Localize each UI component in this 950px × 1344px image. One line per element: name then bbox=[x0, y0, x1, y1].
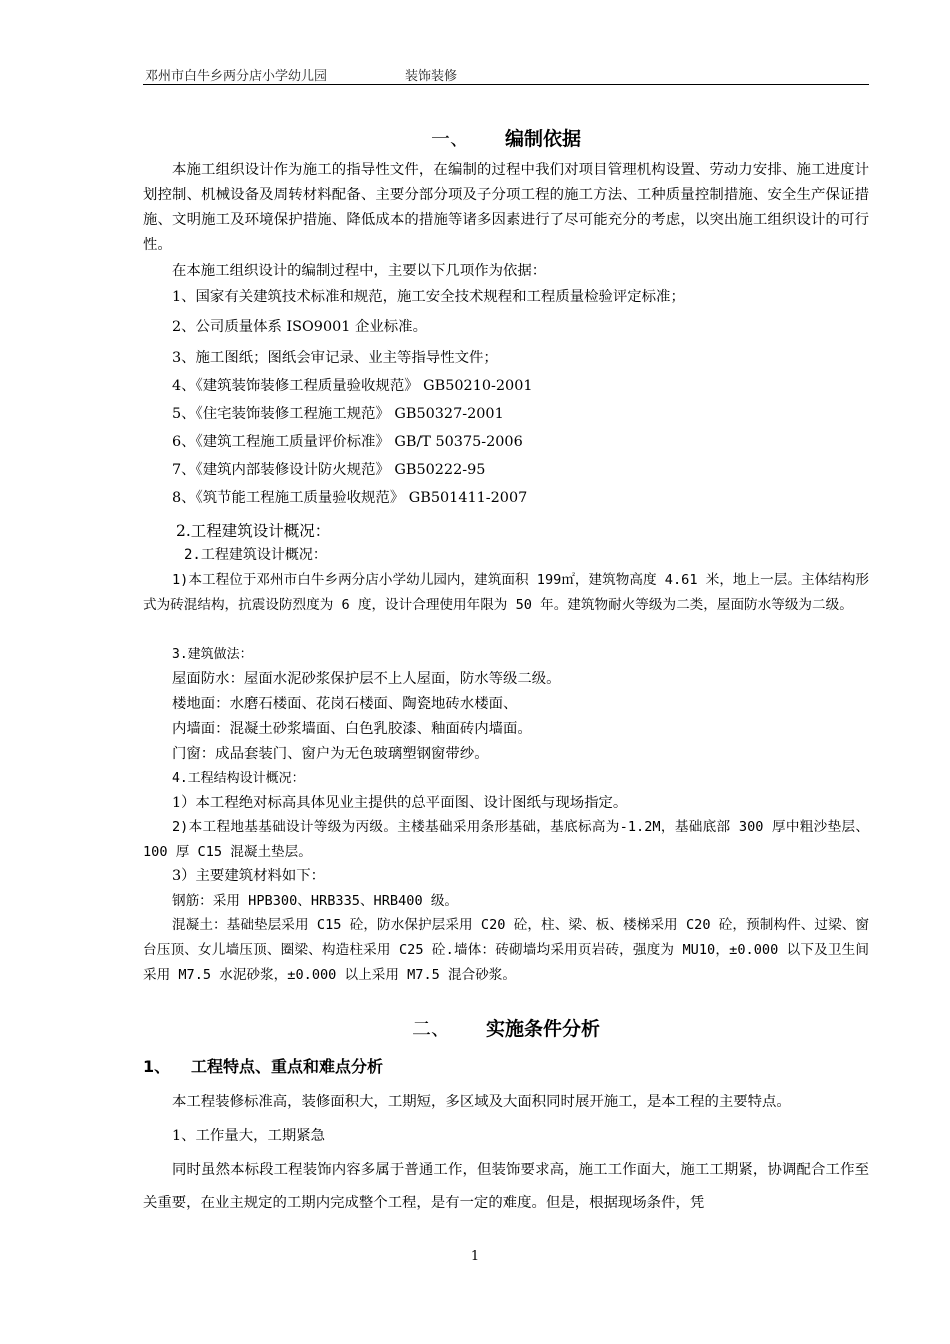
basis-item: 7、《建筑内部装修设计防火规范》 GB50222-95 bbox=[172, 462, 486, 478]
overview-subheading: 2.工程建筑设计概况： bbox=[184, 547, 327, 563]
basis-item: 6、《建筑工程施工质量评价标准》 GB/T 50375-2006 bbox=[172, 434, 523, 450]
practice-item: 屋面防水：屋面水泥砂浆保护层不上人屋面，防水等级二级。 bbox=[172, 671, 561, 687]
practice-item: 内墙面：混凝土砂浆墙面、白色乳胶漆、釉面砖内墙面。 bbox=[172, 721, 532, 737]
structure-item: 1）本工程绝对标高具体见业主提供的总平面图、设计图纸与现场指定。 bbox=[172, 795, 628, 811]
subsection-heading bbox=[143, 1054, 383, 1077]
practice-item: 门窗：成品套装门、窗户为无色玻璃塑钢窗带纱。 bbox=[172, 746, 489, 762]
basis-item: 2、公司质量体系 ISO9001 企业标准。 bbox=[172, 319, 427, 335]
materials-rebar: 钢筋：采用 HPB300、HRB335、HRB400 级。 bbox=[172, 893, 459, 909]
feature-item: 1、工作量大，工期紧急 bbox=[172, 1128, 326, 1144]
header-topic: 装饰装修 bbox=[405, 69, 458, 84]
structure-heading: 4.工程结构设计概况： bbox=[172, 771, 305, 786]
basis-item: 3、施工图纸；图纸会审记录、业主等指导性文件； bbox=[172, 350, 498, 366]
basis-item: 4、《建筑装饰装修工程质量验收规范》 GB50210-2001 bbox=[172, 378, 533, 394]
section1-title: 编制依据 bbox=[505, 128, 582, 150]
subsection-number: 1、 bbox=[143, 1057, 171, 1076]
materials-concrete: 混凝土：基础垫层采用 C15 砼，防水保护层采用 C20 砼，柱、梁、板、楼梯采用 C20 砼，预制构件、过梁、窗台压顶、女儿墙压顶、圈梁、构造柱采用 C25 砼.墙体：砖砌墙均采用页岩砖，强度为 MU10，±0.000 以下及卫生间采用 M7.5 水泥砂浆，±0.000 以上采用 M7.5 混合砂浆。 bbox=[143, 917, 869, 983]
section1-intro-paragraph: 本施工组织设计作为施工的指导性文件，在编制的过程中我们对项目管理机构设置、劳动力安排、施工进度计划控制、机械设备及周转材料配备、主要分部分项及子分项工程的施工方法、工种质量控制措施、安全生产保证措施、文明施工及环境保护措施、降低成本的措施等诸多因素进行了尽可能充分的考虑，以突出施工组织设计的可行性。 bbox=[143, 162, 869, 253]
overview-heading: 2.工程建筑设计概况： bbox=[176, 522, 331, 540]
materials-heading: 3）主要建筑材料如下： bbox=[172, 868, 326, 884]
header-organization: 邓州市白牛乡两分店小学幼儿园 bbox=[145, 69, 328, 84]
practice-heading: 3.建筑做法： bbox=[172, 647, 253, 662]
section2-title: 实施条件分析 bbox=[486, 1018, 601, 1040]
section1-number: 一、 bbox=[430, 128, 469, 150]
page-header bbox=[143, 64, 869, 85]
practice-item: 楼地面：水磨石楼面、花岗石楼面、陶瓷地砖水楼面、 bbox=[172, 696, 518, 712]
section2-heading bbox=[143, 1014, 869, 1041]
subsection-title: 工程特点、重点和难点分析 bbox=[191, 1057, 384, 1076]
section2-number: 二、 bbox=[411, 1018, 450, 1040]
overview-paragraph: 1)本工程位于邓州市白牛乡两分店小学幼儿园内，建筑面积 199㎡，建筑物高度 4.61 米，地上一层。主体结构形式为砖混结构，抗震设防烈度为 6 度，设计合理使用年限为 50 年。建筑物耐火等级为二类，屋面防水等级为二级。 bbox=[143, 572, 869, 613]
structure-paragraph: 2)本工程地基基础设计等级为丙级。主楼基础采用条形基础，基底标高为-1.2M，基础底部 300 厚中粗沙垫层、100 厚 C15 混凝土垫层。 bbox=[143, 819, 869, 860]
basis-item: 8、《筑节能工程施工质量验收规范》 GB501411-2007 bbox=[172, 490, 528, 506]
basis-item: 5、《住宅装饰装修工程施工规范》 GB50327-2001 bbox=[172, 406, 504, 422]
page-number: 1 bbox=[470, 1249, 480, 1264]
features-paragraph: 本工程装修标准高，装修面积大，工期短，多区域及大面积同时展开施工，是本工程的主要特点。 bbox=[172, 1094, 791, 1110]
basis-item: 1、国家有关建筑技术标准和规范，施工安全技术规程和工程质量检验评定标准； bbox=[172, 289, 685, 305]
section1-heading bbox=[143, 124, 869, 151]
basis-intro: 在本施工组织设计的编制过程中，主要以下几项作为依据： bbox=[172, 263, 547, 279]
feature-paragraph: 同时虽然本标段工程装饰内容多属于普通工作，但装饰要求高，施工工作面大，施工工期紧，协调配合工作至关重要，在业主规定的工期内完成整个工程，是有一定的难度。但是，根据现场条件，凭 bbox=[143, 1162, 869, 1211]
